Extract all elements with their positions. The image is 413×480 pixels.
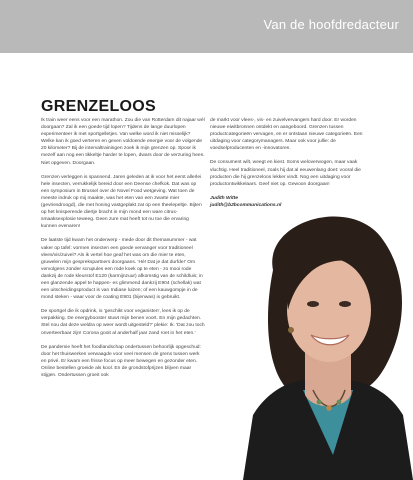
paragraph: De sportgel die ik opdrink, is 'geschikt voor veganisten', lees ik op de verpakking. De energybooster stuwt mijn benen voort. En mijn gedachten. Stel nou dat deze weldra op weer wordt uitgesteld?' plekie: Ik. 'Dat zou toch onverteerbaar zijn! Corona gooit al anderhalf jaar zand roet in het eten.' — [41, 309, 205, 336]
author-email: judith@b2bcommunications.nl — [210, 202, 282, 208]
paragraph: De laatste tijd kwam het onderwerp - mede door dit themanummer - wat vaker op tafel: vormen insecten een goede vervanger voor traditioneel vlees/vis/zuivel? Als ik vertel hoe geaf het was om die mier te eten, gruwelen mijn gesprekspartners doorgaans. 'Hè! Dat je dat durfde!' Om vervolgens zonder scrupules een rode koek op te eten - zo mooi rode dankzij de rode kleurstof E120 (karmijnzuur) afkomstig van de schildluis; in een glanzende appel te happen- es glimmend dankzij E904 (schellak) wat een uitscheidingsproduct is van Indiase luizen; of een kauwgompje in de mond steken - waar voor de coating E901 (bijenwas) is gebruikt. — [41, 238, 203, 301]
paragraph: de markt voor vlees-, vis- en zuivelvervangers hard door. Er worden nieuwe eiwitbronnen ontdekt en aangeboord. Grenzen tussen productcategorieën vervagen, en er ontstaan nieuwe categorieën. Een uitdaging voor categorymanagers. Maar ook voor jullie: de voedselproducenten en -innovatoren. — [210, 118, 363, 152]
paragraph: De pandemie heeft het foodlandschap ondertussen behoorlijk opgeschud: door het thuiswerken verwaagde voor veel mensen de grens tussen werk en privé. Er kwam een frisse focus op meer bewegen en gezonder eten. Online bestellen groeide als kool. En de grondstofprijzen blijven maar stijgen. Ondertussen groeit ook — [41, 344, 201, 378]
author-portrait — [233, 200, 413, 480]
header-band — [0, 0, 413, 53]
paragraph: Ik train weer eens voor een marathon. Zou die van Rotterdam dit najaar wél doorgaan? Zal ik een goede tijd lopen? Tijdens de lange duurlopen experimenteer ik met sportgelletjes. Van welke word ik niet misselijk? Welke kan ik goed verteren en geven voldoende energie voor de volgende 20 kilometer? Bij de intervaltrainingen zoek ik mijn grenzen op. Spoor ik mezelf aan nog een tikkeltje harder te lopen, dwars door de verzuring heen. Niet opgeven. Doorgaan. — [41, 118, 205, 166]
article-headline: GRENZELOOS — [41, 98, 157, 115]
section-title: Van de hoofdredacteur — [263, 17, 399, 32]
article-column-left — [41, 117, 205, 386]
paragraph: De consument wilt, weegt en kiest. Soms weloverwogen, maar vaak vluchtig. Heel traditioneel, zoals hij dat al eeuwenlang doet: vooral die producten die hij grenzeloos lekker vindt. Nog een uitdaging voor productontwikkelaars. Geef niet op. Gewoon doorgaan! — [210, 160, 361, 187]
portrait-illustration — [233, 200, 413, 480]
author-name: Judith Witte — [210, 195, 238, 201]
article-column-right — [210, 117, 372, 209]
paragraph: Grenzen verleggen is spannend. Jaren geleden at ik voor het eerst allerlei hele insecten, verrukkelijk bereid door een Deense chefkok. Dat was op een symposium in Brussel over de Novel Food wetgeving. Wat toen de meeste indruk op mij maakte, was het eten van een zwarte mier (gevriesdroogd), die met honing vastgeplakt zat op een theelepeltje. Bijten op het knisperende diertje bracht in mijn mond een ware citrus-smaaksexplosie teweeg. Geen zure mat heeft tot nu toe die ervaring kunnen evenaren! — [41, 174, 202, 230]
